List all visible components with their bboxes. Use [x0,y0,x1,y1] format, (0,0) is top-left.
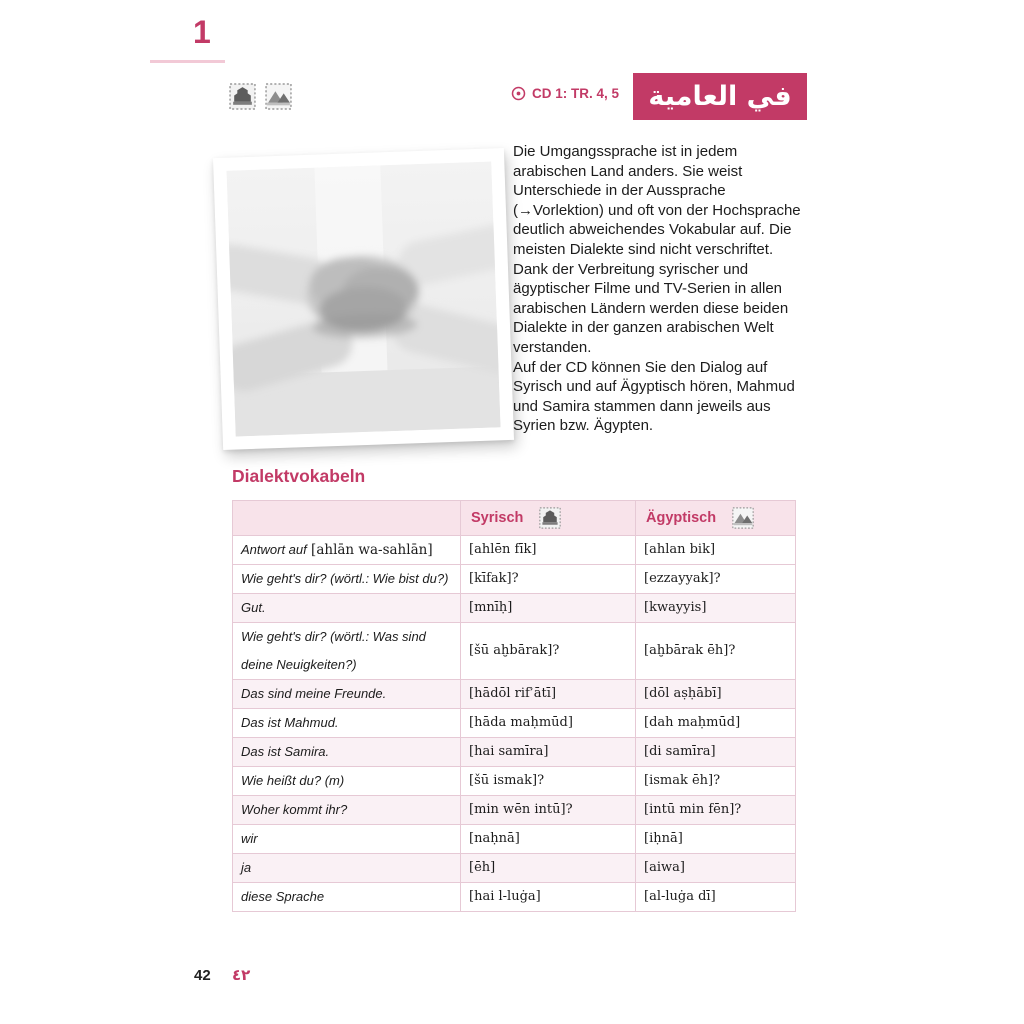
vocab-row [233,680,796,709]
section-heading: Dialektvokabeln [232,466,366,486]
col-header-aegyptisch [636,501,796,536]
vocab-row [233,854,796,883]
egypt-pyramids-stamp-icon [265,83,292,110]
vocab-row [233,883,796,912]
col-header-syrisch [461,501,636,536]
vocab-row [233,709,796,738]
cd-track-label [511,86,619,101]
syrian-cell: [hai l-luġa] [461,883,636,912]
hands-photo [213,148,514,450]
german-cell: Wie heißt du? (m) [233,767,461,796]
egyptian-cell: [di samīra] [636,738,796,767]
german-cell: Das ist Samira. [233,738,461,767]
egyptian-cell: [dōl aṣḥābī] [636,680,796,709]
egyptian-cell: [al-luġa dī] [636,883,796,912]
syrian-cell: [hai samīra] [461,738,636,767]
col-header-german [233,501,461,536]
egyptian-cell: [ahlan bik] [636,536,796,565]
egyptian-cell: [dah maḥmūd] [636,709,796,738]
german-cell: Gut. [233,594,461,623]
intro-text [513,142,809,436]
vocab-row [233,825,796,854]
egyptian-cell: [iḥnā] [636,825,796,854]
dialect-vocab-table [232,500,796,912]
intro-paragraph: Die Umgangssprache ist in jedem arabischen Land anders. Sie weist Unterschiede in der Aussprache (→Vorlektion) und oft von der Hochsprache deutlich abweichendes Vokabular auf. Die meisten Dialekte sind nicht verschriftet. [513,143,801,258]
page-number: 42 [194,967,211,984]
syrian-cell: [šū aḫbārak]? [461,623,636,680]
german-cell: Das ist Mahmud. [233,709,461,738]
intro-paragraph: Auf der CD können Sie den Dialog auf Syrisch und auf Ägyptisch hören, Mahmud und Samira stammen dann jeweils aus Syrien bzw. Ägypten. [513,358,795,435]
syrian-cell: [šū ismak]? [461,767,636,796]
german-cell: ja [233,854,461,883]
table-header-row [233,501,796,536]
syrian-cell: [ēh] [461,854,636,883]
syria-citadel-stamp-icon [229,83,256,110]
syrian-cell: [hādōl rifʾātī] [461,680,636,709]
egyptian-cell: [intū min fēn]? [636,796,796,825]
vocab-row [233,623,796,680]
syrian-cell: [naḥnā] [461,825,636,854]
page-number-arabic: ٤٢ [232,966,251,984]
german-cell: Wie geht's dir? (wörtl.: Wie bist du?) [233,565,461,594]
lesson-number: 1 [193,14,211,50]
egypt-pyramids-stamp-icon [732,507,754,529]
cd-track-text: CD 1: TR. 4, 5 [532,86,620,101]
german-cell: wir [233,825,461,854]
vocab-row [233,565,796,594]
egyptian-cell: [aiwa] [636,854,796,883]
vocab-row [233,796,796,825]
country-stamps [229,83,292,110]
syria-citadel-stamp-icon [539,507,561,529]
egyptian-cell: [kwayyis] [636,594,796,623]
syrian-cell: [ahlēn fīk] [461,536,636,565]
vocab-row [233,767,796,796]
syrian-cell: [hāda maḥmūd] [461,709,636,738]
arabic-title-banner [633,73,807,120]
intro-paragraph: Dank der Verbreitung syrischer und ägyptischer Filme und TV-Serien in allen arabischen Ländern werden diese beiden Dialekte in der ganzen arabischen Welt verstanden. [513,260,789,356]
col-header-aegyptisch-label: Ägyptisch [646,510,717,526]
egyptian-cell: [ismak ēh]? [636,767,796,796]
vocab-row [233,536,796,565]
col-header-syrisch-label: Syrisch [471,510,524,526]
arabic-title-text: في العامية [648,81,792,112]
german-cell: diese Sprache [233,883,461,912]
stacked-hands-image [226,161,500,436]
german-cell: Antwort auf [ahlān wa-sahlān] [233,536,461,565]
vocab-row [233,594,796,623]
vocab-row [233,738,796,767]
german-cell: Woher kommt ihr? [233,796,461,825]
syrian-cell: [min wēn intū]? [461,796,636,825]
lesson-underline [150,60,225,63]
cd-icon [511,86,526,101]
syrian-cell: [kīfak]? [461,565,636,594]
syrian-cell: [mnīḥ] [461,594,636,623]
egyptian-cell: [ezzayyak]? [636,565,796,594]
german-cell: Wie geht's dir? (wörtl.: Was sind deine Neuigkeiten?) [233,623,461,680]
german-cell: Das sind meine Freunde. [233,680,461,709]
egyptian-cell: [aḫbārak ēh]? [636,623,796,680]
